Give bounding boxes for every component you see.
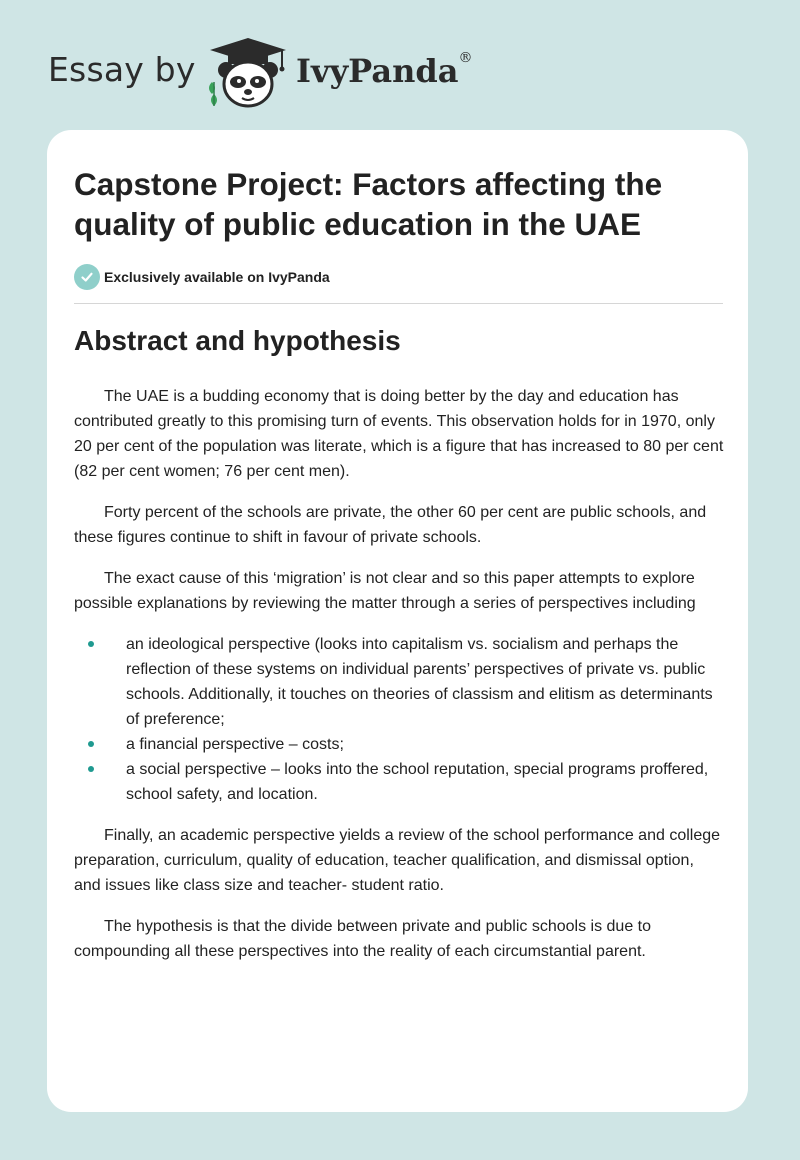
- paragraph: Finally, an academic perspective yields a review of the school performance and college preparation, curriculum, quality of education, teacher qualification, and dismissal option, and issues like class size and teacher- student ratio.: [74, 827, 721, 894]
- registered-mark: ®: [458, 50, 473, 67]
- exclusive-badge: [74, 264, 330, 290]
- bullet-icon: [88, 641, 94, 647]
- list-item: [74, 632, 724, 732]
- brand-text: IvyPanda: [296, 52, 459, 90]
- list-item-text: a financial perspective – costs;: [126, 736, 344, 753]
- page-title: Capstone Project: Factors affecting the quality of public education in the UAE: [74, 166, 663, 242]
- list-item-text: an ideological perspective (looks into capitalism vs. socialism and perhaps the reflection of these systems on individual parents’ perspectives of private vs. public schools. Additionally, it touches on theories of classism and elitism as determinants of preference;: [126, 636, 713, 728]
- paragraph: The UAE is a budding economy that is doing better by the day and education has contributed greatly to this promising turn of events. This observation holds for in 1970, only 20 per cent of the population was literate, which is a figure that has increased to 80 per cent (82 per cent women; 76 per cent men).: [74, 388, 724, 480]
- article-body: [74, 384, 724, 980]
- list-item: [74, 732, 724, 757]
- panda-logo-icon[interactable]: [202, 36, 294, 110]
- essay-by-label: Essay by: [48, 50, 196, 89]
- check-circle-icon: [74, 264, 100, 290]
- site-header: [0, 0, 800, 130]
- paragraph: The hypothesis is that the divide between private and public schools is due to compounding all these perspectives into the reality of each circumstantial parent.: [74, 918, 651, 960]
- divider: [74, 303, 723, 304]
- brand-name[interactable]: [296, 52, 472, 90]
- bullet-icon: [88, 741, 94, 747]
- bullet-icon: [88, 766, 94, 772]
- perspectives-list: [74, 632, 724, 807]
- paragraph: The exact cause of this ‘migration’ is not clear and so this paper attempts to explore possible explanations by reviewing the matter through a series of perspectives including: [74, 570, 696, 612]
- paragraph: Forty percent of the schools are private, the other 60 per cent are public schools, and these figures continue to shift in favour of private schools.: [74, 504, 707, 546]
- list-item-text: a social perspective – looks into the school reputation, special programs proffered, school safety, and location.: [126, 761, 709, 803]
- exclusive-label: Exclusively available on IvyPanda: [104, 269, 330, 285]
- section-heading: Abstract and hypothesis: [74, 325, 401, 356]
- list-item: [74, 757, 724, 807]
- essay-card: [47, 130, 748, 1112]
